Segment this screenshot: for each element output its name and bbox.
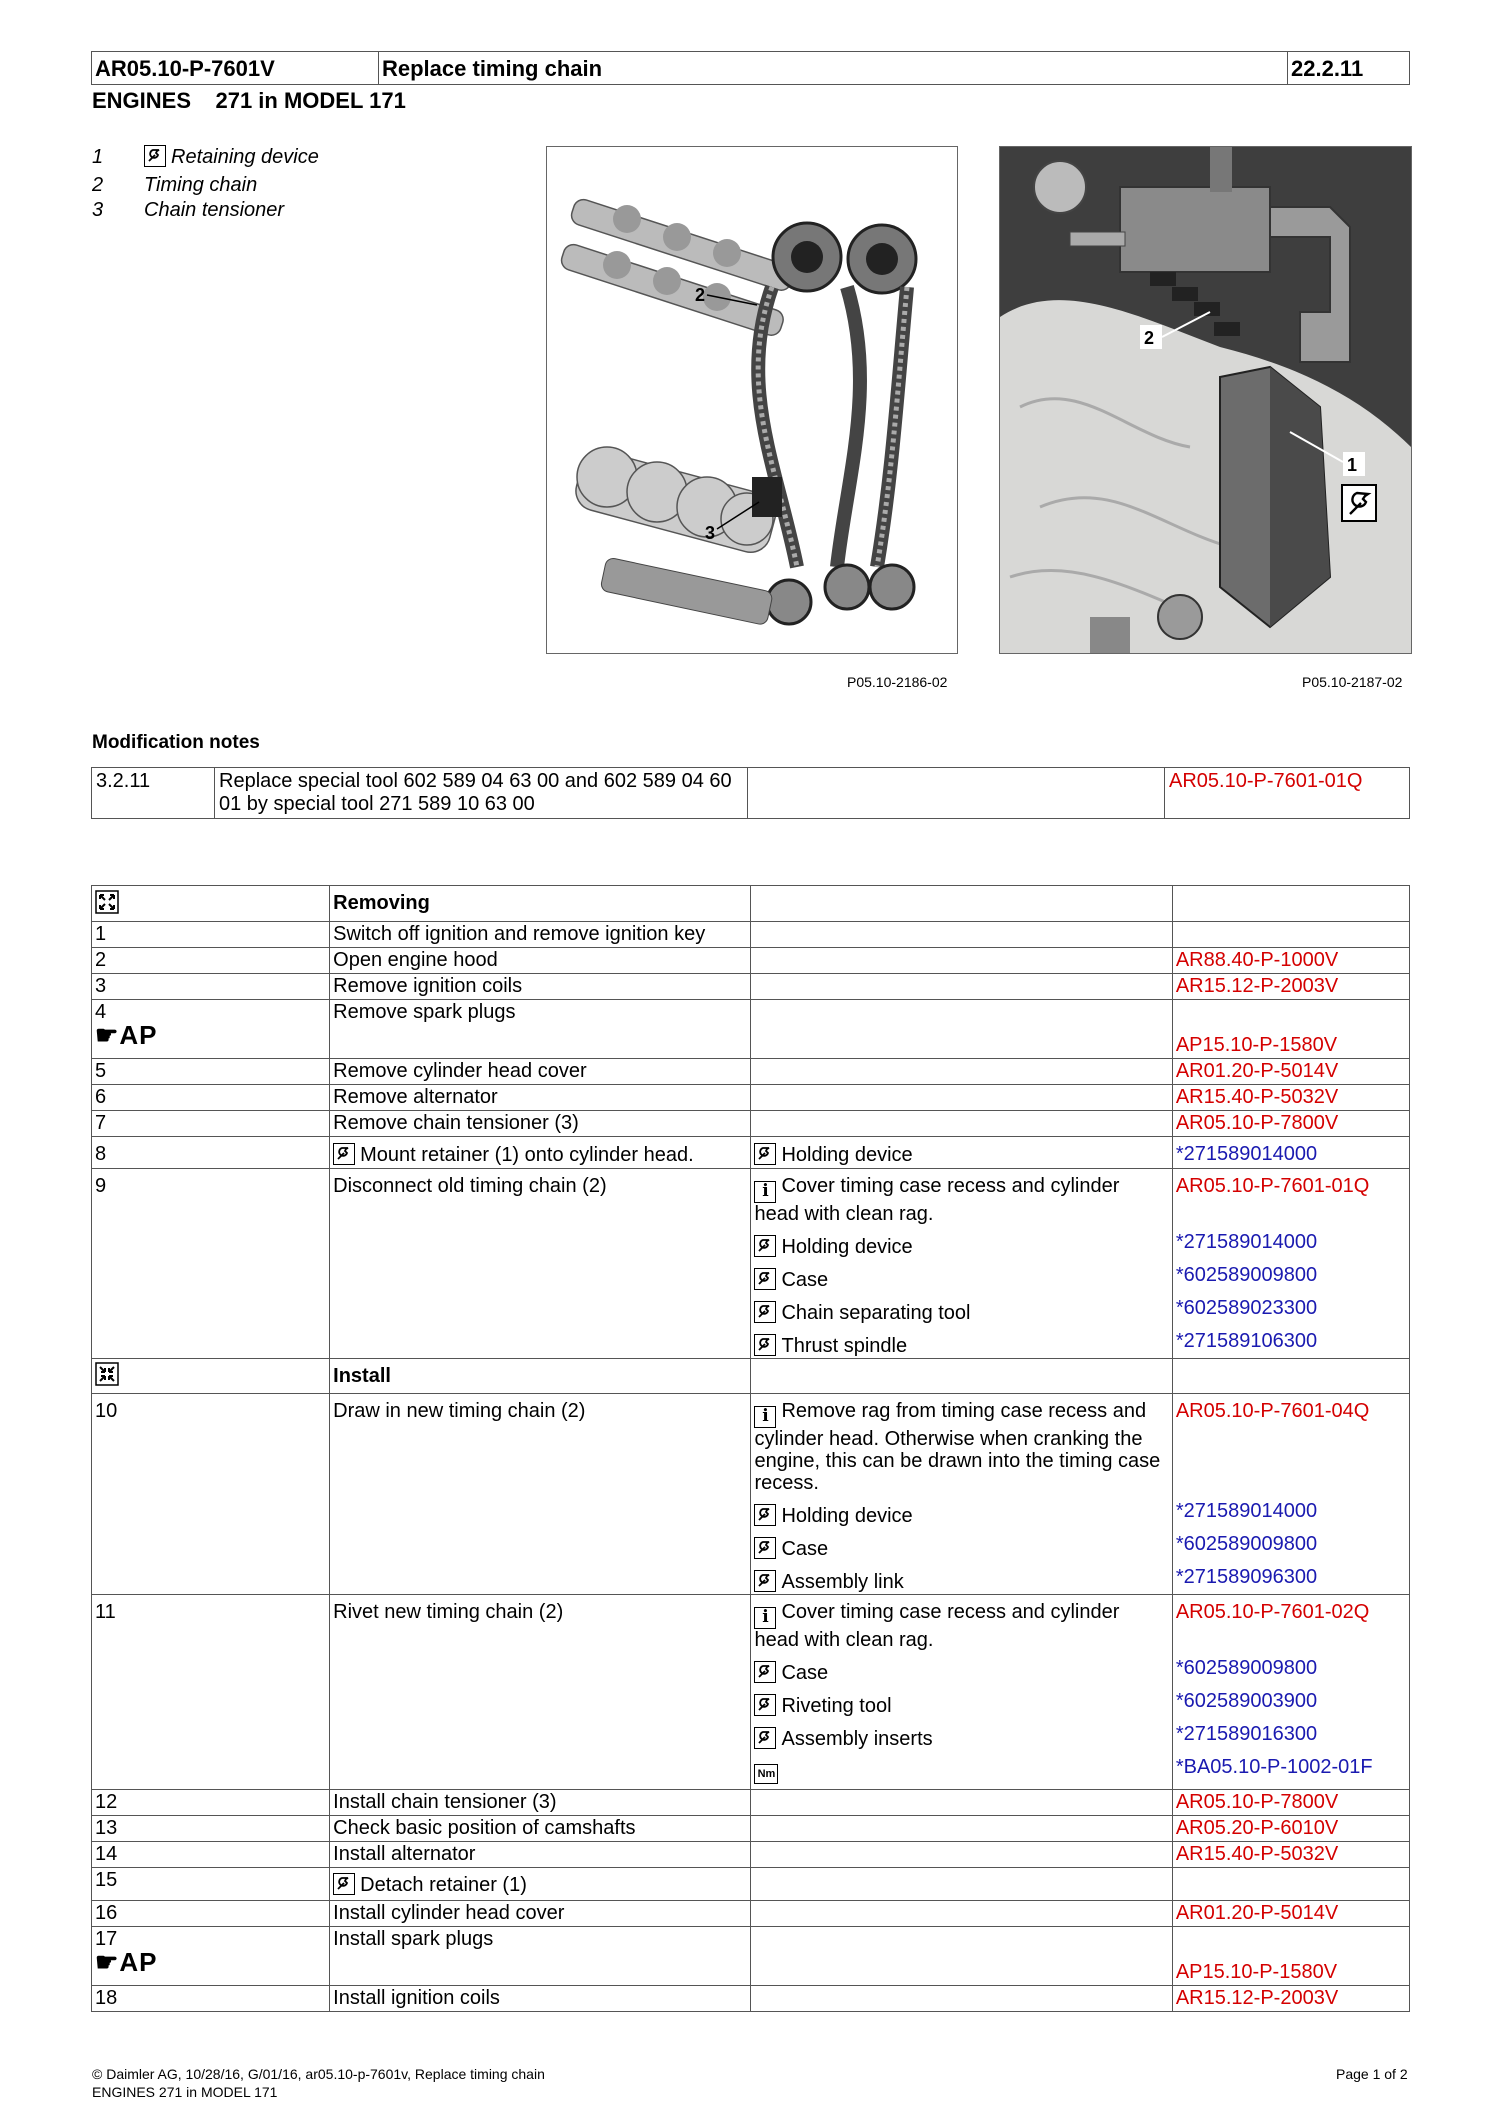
legend-item: [92, 199, 284, 222]
tool-name: Case: [781, 1662, 829, 1684]
step-text: Remove chain tensioner (3): [330, 1111, 751, 1137]
step-text: Mount retainer (1) onto cylinder head.: [360, 1144, 694, 1166]
page-number: Page 1 of 2: [1336, 2066, 1408, 2082]
modification-notes-table: [91, 767, 1410, 819]
tool-icon: [754, 1334, 776, 1356]
step-number: 10: [92, 1394, 330, 1595]
step-number: 2: [92, 948, 330, 974]
tool-name: Chain separating tool: [781, 1302, 971, 1324]
tool-ref-link[interactable]: *271589014000: [1172, 1137, 1409, 1169]
step-number: 15: [92, 1868, 330, 1901]
modification-text: Replace special tool 602 589 04 63 00 and 602 589 04 60 01 by special tool 271 589 10 63 00: [215, 768, 748, 819]
tool-name: Thrust spindle: [781, 1335, 908, 1357]
step-number: 3: [92, 974, 330, 1000]
tool-item: [754, 1301, 1168, 1324]
tool-icon: [754, 1301, 776, 1323]
step-text: Rivet new timing chain (2): [330, 1595, 751, 1790]
modification-date: 3.2.11: [92, 768, 215, 819]
step-text: Install ignition coils: [330, 1986, 751, 2012]
figure-caption-left: P05.10-2186-02: [847, 674, 948, 690]
table-row: [92, 1085, 1410, 1111]
tool-icon: [333, 1873, 355, 1895]
footer-engine-model: ENGINES 271 in MODEL 171: [92, 2084, 278, 2100]
tool-ref-link[interactable]: *602589009800: [1175, 1264, 1318, 1286]
torque-icon: Nm: [754, 1764, 778, 1784]
step-number: 4: [95, 1001, 107, 1023]
pointing-hand-icon: ☛: [95, 1947, 120, 1977]
tool-item: [754, 1334, 1168, 1357]
step-number: 7: [92, 1111, 330, 1137]
step-text: Remove alternator: [330, 1085, 751, 1111]
modification-notes-title: Modification notes: [92, 732, 260, 753]
table-row: [92, 1986, 1410, 2012]
torque-item: [754, 1760, 1168, 1784]
step-text: Remove cylinder head cover: [330, 1059, 751, 1085]
ap-link[interactable]: [95, 1020, 326, 1050]
step-text: Check basic position of camshafts: [330, 1816, 751, 1842]
tool-name: Case: [781, 1269, 829, 1291]
tool-icon: [754, 1570, 776, 1592]
step-ref-link[interactable]: AR15.12-P-2003V: [1172, 1986, 1409, 2012]
table-row: [92, 886, 1410, 922]
table-row: [92, 1816, 1410, 1842]
tool-ref-link[interactable]: *271589014000: [1175, 1500, 1318, 1522]
tool-icon: [754, 1143, 776, 1165]
table-row: [92, 922, 1410, 948]
info-icon: i: [754, 1607, 776, 1629]
tool-icon: [754, 1504, 776, 1526]
step-text: Draw in new timing chain (2): [330, 1394, 751, 1595]
table-row: [92, 1059, 1410, 1085]
tool-item: [754, 1537, 1168, 1560]
step-number: 14: [92, 1842, 330, 1868]
document-date: 22.2.11: [1288, 52, 1410, 85]
table-row: [92, 1359, 1410, 1394]
tool-ref-link[interactable]: *271589096300: [1175, 1566, 1318, 1588]
step-number: 16: [92, 1901, 330, 1927]
tool-name: Riveting tool: [781, 1695, 892, 1717]
engine-model-subtitle: ENGINES 271 in MODEL 171: [92, 88, 406, 113]
tool-name: Case: [781, 1538, 829, 1560]
tool-name: Assembly inserts: [781, 1728, 933, 1750]
step-note: i Cover timing case recess and cylinder head with clean rag.: [754, 1175, 1120, 1225]
retaining-device-photo: [999, 146, 1412, 654]
tool-icon: [754, 1661, 776, 1683]
table-row: [92, 1169, 1410, 1359]
step-text: Disconnect old timing chain (2): [330, 1169, 751, 1359]
modification-ref-link[interactable]: AR05.10-P-7601-01Q: [1165, 768, 1410, 819]
step-ref-link[interactable]: AR05.10-P-7601-01Q: [1175, 1175, 1370, 1197]
figure-callout-1: 1: [1347, 455, 1358, 475]
step-number: 1: [92, 922, 330, 948]
step-ref-link[interactable]: AR05.10-P-7601-02Q: [1175, 1601, 1370, 1623]
ap-link[interactable]: [95, 1947, 326, 1977]
step-ref-link[interactable]: AP15.10-P-1580V: [1172, 1927, 1409, 1986]
figure-callout-3: 3: [705, 523, 716, 543]
tool-ref-link[interactable]: *271589106300: [1175, 1330, 1318, 1352]
tool-ref-link[interactable]: *602589009800: [1175, 1657, 1318, 1679]
step-number: 17: [95, 1928, 118, 1950]
step-text: Remove ignition coils: [330, 974, 751, 1000]
document-id: AR05.10-P-7601V: [92, 52, 379, 85]
step-number: 11: [92, 1595, 330, 1790]
tool-icon: [754, 1537, 776, 1559]
procedure-table: [91, 885, 1410, 2012]
tool-item: [754, 1727, 1168, 1750]
step-number: 12: [92, 1790, 330, 1816]
figure-callout-2: 2: [1144, 328, 1155, 348]
tool-item: [754, 1694, 1168, 1717]
table-row: [92, 1868, 1410, 1901]
table-row: [92, 1137, 1410, 1169]
step-ref-link[interactable]: AR15.40-P-5032V: [1172, 1085, 1409, 1111]
step-ref-link[interactable]: AR05.10-P-7800V: [1172, 1790, 1409, 1816]
document-header: [91, 51, 1410, 85]
step-number: 13: [92, 1816, 330, 1842]
tool-ref-link[interactable]: *602589023300: [1175, 1297, 1318, 1319]
table-row: [92, 1111, 1410, 1137]
footer-copyright: © Daimler AG, 10/28/16, G/01/16, ar05.10-p-7601v, Replace timing chain: [92, 2066, 545, 2082]
step-ref-link[interactable]: AR05.20-P-6010V: [1172, 1816, 1409, 1842]
tool-icon: [754, 1694, 776, 1716]
step-note: i Cover timing case recess and cylinder head with clean rag.: [754, 1601, 1120, 1651]
step-text: Detach retainer (1): [360, 1874, 527, 1896]
step-number: 9: [92, 1169, 330, 1359]
legend-item: [92, 174, 257, 197]
tool-icon: [144, 145, 166, 167]
tool-icon: [333, 1143, 355, 1165]
step-ref-link[interactable]: AR01.20-P-5014V: [1172, 1901, 1409, 1927]
section-title-install: Install: [330, 1359, 751, 1394]
tool-name: Assembly link: [781, 1571, 904, 1593]
tool-ref-link[interactable]: *271589016300: [1175, 1723, 1318, 1745]
table-row: [92, 948, 1410, 974]
table-row: [92, 1790, 1410, 1816]
step-ref-link[interactable]: AR01.20-P-5014V: [1172, 1059, 1409, 1085]
step-text: Install chain tensioner (3): [330, 1790, 751, 1816]
step-ref-link[interactable]: AR05.10-P-7800V: [1172, 1111, 1409, 1137]
section-title-removing: Removing: [330, 886, 751, 922]
step-note: i Remove rag from timing case recess and cylinder head. Otherwise when cranking the engine, this can be drawn into the timing case recess.: [754, 1400, 1161, 1494]
step-text: Install spark plugs: [330, 1927, 751, 1986]
tool-item: [754, 1268, 1168, 1291]
tool-ref-link[interactable]: *602589009800: [1175, 1533, 1318, 1555]
torque-ref-link[interactable]: *BA05.10-P-1002-01F: [1175, 1756, 1373, 1778]
table-row: [92, 1000, 1410, 1059]
legend-label: Retaining device: [171, 146, 319, 168]
table-row: [92, 1927, 1410, 1986]
table-row: [92, 1595, 1410, 1790]
tool-icon: [754, 1268, 776, 1290]
tool-item: [754, 1570, 1168, 1593]
legend-number: 2: [92, 174, 104, 196]
tool-ref-link[interactable]: *271589014000: [1175, 1231, 1318, 1253]
info-icon: i: [754, 1406, 776, 1428]
legend-label: Timing chain: [144, 174, 258, 196]
step-number: 8: [92, 1137, 330, 1169]
tool-item: [754, 1661, 1168, 1684]
removal-section-icon: [95, 897, 119, 919]
table-row: [92, 974, 1410, 1000]
tool-icon: [754, 1727, 776, 1749]
legend-number: 3: [92, 199, 104, 221]
tool-name: Holding device: [781, 1505, 913, 1527]
timing-chain-illustration: [546, 146, 958, 654]
tool-item: [754, 1504, 1168, 1527]
tool-icon: [754, 1235, 776, 1257]
document-title: Replace timing chain: [379, 52, 1288, 85]
step-number: 5: [92, 1059, 330, 1085]
step-ref-link[interactable]: AR15.12-P-2003V: [1172, 974, 1409, 1000]
table-row: [92, 1901, 1410, 1927]
legend-number: 1: [92, 146, 104, 168]
step-ref-link[interactable]: AR05.10-P-7601-04Q: [1175, 1400, 1370, 1422]
figure-caption-right: P05.10-2187-02: [1302, 674, 1403, 690]
table-row: [92, 1394, 1410, 1595]
step-ref-link[interactable]: AR15.40-P-5032V: [1172, 1842, 1409, 1868]
step-text: Open engine hood: [330, 948, 751, 974]
tool-item: [754, 1235, 1168, 1258]
ap-label: AP: [119, 1947, 158, 1977]
tool-ref-link[interactable]: *602589003900: [1175, 1690, 1318, 1712]
info-icon: i: [754, 1181, 776, 1203]
ap-label: AP: [119, 1020, 158, 1050]
step-text: Switch off ignition and remove ignition key: [330, 922, 751, 948]
table-row: [92, 1842, 1410, 1868]
step-ref-link[interactable]: AP15.10-P-1580V: [1172, 1000, 1409, 1059]
step-text: Install cylinder head cover: [330, 1901, 751, 1927]
step-text: Install alternator: [330, 1842, 751, 1868]
pointing-hand-icon: ☛: [95, 1020, 120, 1050]
legend-item: [92, 145, 319, 169]
tool-name: Holding device: [781, 1236, 913, 1258]
step-number: 6: [92, 1085, 330, 1111]
step-ref-link[interactable]: AR88.40-P-1000V: [1172, 948, 1409, 974]
installation-section-icon: [95, 1369, 119, 1391]
step-number: 18: [92, 1986, 330, 2012]
tool-name: Holding device: [781, 1144, 913, 1166]
legend-label: Chain tensioner: [144, 199, 285, 221]
figure-callout-2: 2: [695, 285, 706, 305]
step-text: Remove spark plugs: [330, 1000, 751, 1059]
